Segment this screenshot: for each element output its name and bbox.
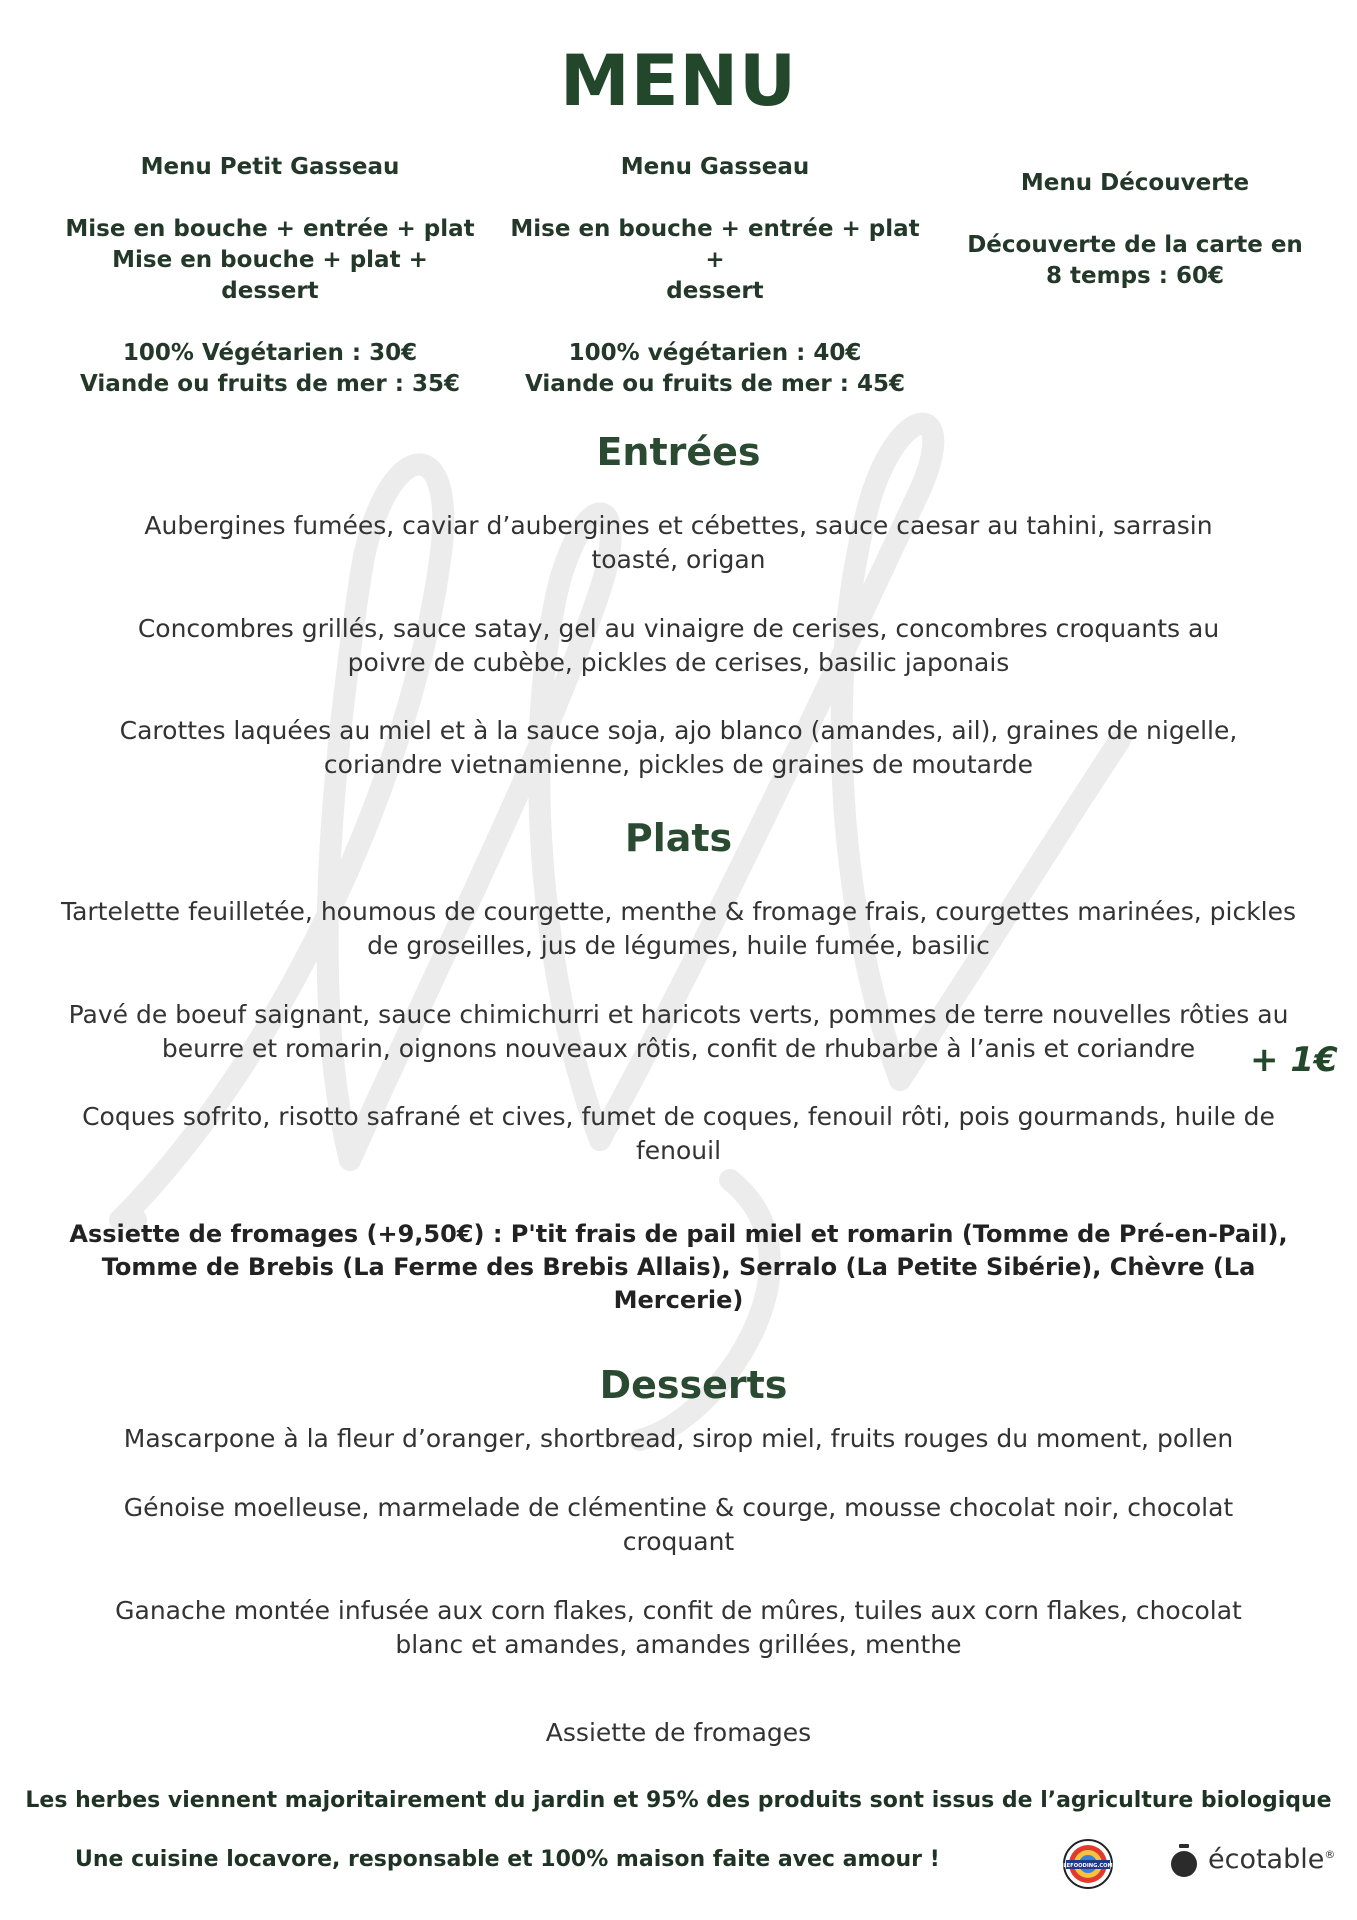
dish-entree: [40, 509, 1317, 577]
formula-name: Menu Découverte: [1020, 170, 1250, 196]
ecotable-icon: [1170, 1844, 1198, 1878]
supplement-price: + 1€: [1250, 1040, 1338, 1080]
formula-name: Menu Petit Gasseau: [140, 154, 400, 180]
footer-herbs: Les herbes viennent majoritairement du jardin et 95% des produits sont issus de l’agriculture biologique: [25, 1788, 1332, 1813]
section-title-desserts: Desserts: [599, 1363, 788, 1407]
formula-price: 100% Végétarien : 30€: [122, 340, 418, 366]
dish-line: blanc et amandes, amandes grillées, menthe: [395, 1630, 962, 1659]
dish-line: Coques sofrito, risotto safrané et cives, fumet de coques, fenouil rôti, pois gourmands, huile de: [82, 1102, 1275, 1131]
dish-entree: [40, 612, 1317, 680]
formula-desc-line: Mise en bouche + entrée + plat +: [510, 216, 920, 273]
dish-line: Mercerie): [613, 1286, 744, 1314]
cheese-course: [30, 1218, 1327, 1317]
formula-decouverte: [945, 168, 1325, 292]
dish-line: fenouil: [635, 1136, 722, 1165]
dish-line: de groseilles, jus de légumes, huile fumée, basilic: [367, 931, 990, 960]
cheese-plate-note: Assiette de fromages: [545, 1718, 812, 1747]
dish-dessert: [40, 1422, 1317, 1456]
dish-line: toasté, origan: [591, 545, 766, 574]
ecotable-name: écotable: [1208, 1844, 1325, 1875]
section-title-entrees: Entrées: [596, 430, 761, 474]
dish-entree: [40, 714, 1317, 782]
dish-plat: [20, 998, 1337, 1066]
dish-line: Génoise moelleuse, marmelade de clémentine & courge, mousse chocolat noir, chocolat: [123, 1493, 1234, 1522]
dish-line: coriandre vietnamienne, pickles de graines de moutarde: [323, 750, 1034, 779]
page-title: MENU: [560, 40, 797, 122]
dish-line: Carottes laquées au miel et à la sauce soja, ajo blanco (amandes, ail), graines de nigelle,: [119, 716, 1238, 745]
dish-line: Tartelette feuilletée, houmous de courgette, menthe & fromage frais, courgettes marinées, pickles: [60, 897, 1297, 926]
formula-desc-line: Mise en bouche + entrée + plat: [65, 216, 475, 242]
ecotable-registered-mark: ®: [1324, 1848, 1336, 1861]
dish-plat: [20, 895, 1337, 963]
formula-desc-line: Découverte de la carte en: [967, 232, 1303, 258]
dish-line: poivre de cubèbe, pickles de cerises, basilic japonais: [347, 648, 1010, 677]
dish-line: Concombres grillés, sauce satay, gel au vinaigre de cerises, concombres croquants au: [137, 614, 1220, 643]
dish-line: Mascarpone à la fleur d’oranger, shortbread, sirop miel, fruits rouges du moment, pollen: [123, 1424, 1234, 1453]
lefooding-icon: [1062, 1838, 1114, 1890]
dish-line: Ganache montée infusée aux corn flakes, confit de mûres, tuiles aux corn flakes, chocolat: [115, 1596, 1242, 1625]
formula-price: 100% végétarien : 40€: [568, 340, 862, 366]
ecotable-logo: [1208, 1844, 1335, 1875]
formula-price: Viande ou fruits de mer : 35€: [80, 371, 460, 397]
lefooding-logo-text: LEFOODING.COM: [1063, 1863, 1113, 1869]
dish-plat: [20, 1100, 1337, 1168]
formula-petit-gasseau: [60, 152, 480, 400]
dish-dessert: [40, 1491, 1317, 1559]
lefooding-logo: [1062, 1838, 1114, 1890]
footer-cuisine: Une cuisine locavore, responsable et 100% maison faite avec amour !: [75, 1847, 940, 1872]
formula-desc-line: 8 temps : 60€: [1046, 263, 1224, 289]
formula-desc-line: dessert: [666, 278, 764, 304]
formula-gasseau: [505, 152, 925, 400]
dish-line: Aubergines fumées, caviar d’aubergines et cébettes, sauce caesar au tahini, sarrasin: [144, 511, 1213, 540]
dish-line: beurre et romarin, oignons nouveaux rôtis, confit de rhubarbe à l’anis et coriandre: [161, 1034, 1196, 1063]
section-title-plats: Plats: [624, 816, 733, 860]
dish-line: Assiette de fromages (+9,50€) : P'tit frais de pail miel et romarin (Tomme de Pré-en-Pail),: [69, 1220, 1288, 1248]
dish-line: croquant: [622, 1527, 735, 1556]
dish-dessert: [40, 1594, 1317, 1662]
formula-desc-line: Mise en bouche + plat + dessert: [112, 247, 428, 304]
dish-line: Pavé de boeuf saignant, sauce chimichurri et haricots verts, pommes de terre nouvelles rôties au: [68, 1000, 1289, 1029]
dish-line: Tomme de Brebis (La Ferme des Brebis Allais), Serralo (La Petite Sibérie), Chèvre (La: [101, 1253, 1256, 1281]
formula-price: Viande ou fruits de mer : 45€: [525, 371, 905, 397]
formula-name: Menu Gasseau: [620, 154, 810, 180]
